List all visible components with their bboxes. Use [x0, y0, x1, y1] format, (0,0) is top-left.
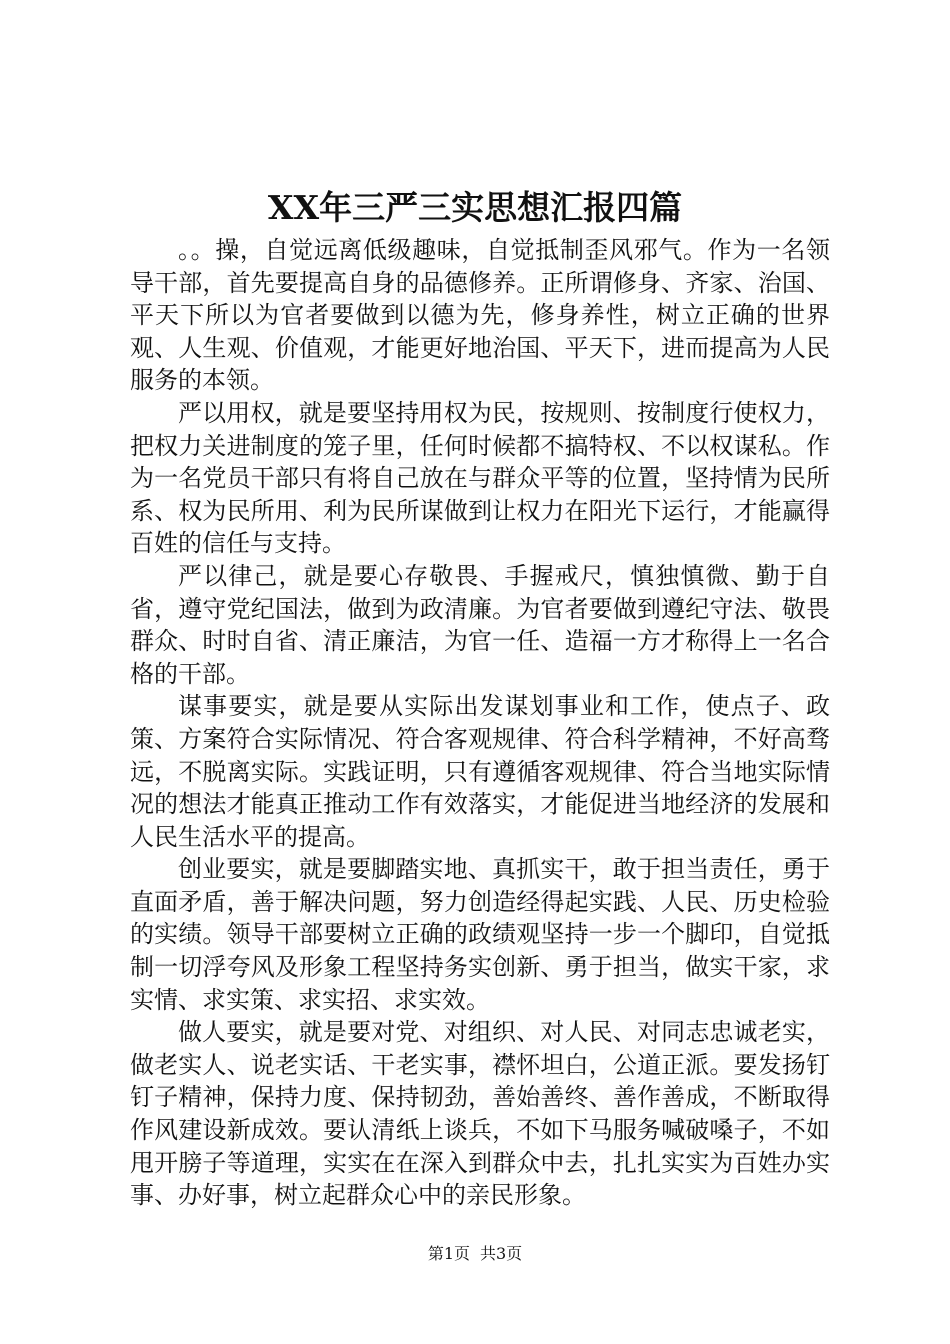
- document-title: XX年三严三实思想汇报四篇: [267, 188, 683, 227]
- paragraph: 谋事要实，就是要从实际出发谋划事业和工作，使点子、政策、方案符合实际情况、符合客观规律、符合科学精神，不好高骛远，不脱离实际。实践证明，只有遵循客观规律、符合当地实际情况的想法才能真正推动工作有效落实，才能促进当地经济的发展和人民生活水平的提高。: [130, 692, 830, 851]
- page-footer: [0, 1244, 950, 1264]
- page-number-current: 第1页: [427, 1244, 470, 1263]
- paragraph: 创业要实，就是要脚踏实地、真抓实干，敢于担当责任，勇于直面矛盾，善于解决问题，努力创造经得起实践、人民、历史检验的实绩。领导干部要树立正确的政绩观坚持一步一个脚印，自觉抵制一切浮夸风及形象工程坚持务实创新、勇于担当，做实干家，求实情、求实策、求实招、求实效。: [130, 855, 830, 1014]
- paragraph: 。。操，自觉远离低级趣味，自觉抵制歪风邪气。作为一名领导干部，首先要提高自身的品德修养。正所谓修身、齐家、治国、平天下所以为官者要做到以德为先，修身养性，树立正确的世界观、人生观、价值观，才能更好地治国、平天下，进而提高为人民服务的本领。: [130, 236, 830, 395]
- paragraph: 严以用权，就是要坚持用权为民，按规则、按制度行使权力，把权力关进制度的笼子里，任何时候都不搞特权、不以权谋私。作为一名党员干部只有将自己放在与群众平等的位置，坚持情为民所系、权为民所用、利为民所谋做到让权力在阳光下运行，才能赢得百姓的信任与支持。: [130, 398, 830, 558]
- page-number-total: 共3页: [480, 1244, 523, 1263]
- paragraph: 严以律己，就是要心存敬畏、手握戒尺，慎独慎微、勤于自省，遵守党纪国法，做到为政清廉。为官者要做到遵纪守法、敬畏群众、时时自省、清正廉洁，为官一任、造福一方才称得上一名合格的干部。: [130, 561, 830, 688]
- paragraph: 做人要实，就是要对党、对组织、对人民、对同志忠诚老实，做老实人、说老实话、干老实事，襟怀坦白，公道正派。要发扬钉钉子精神，保持力度、保持韧劲，善始善终、善作善成，不断取得作风建设新成效。要认清纸上谈兵，不如下马服务喊破嗓子，不如甩开膀子等道理，实实在在深入到群众中去，扎扎实实为百姓办实事、办好事，树立起群众心中的亲民形象。: [130, 1018, 830, 1210]
- document-body: [130, 234, 830, 1212]
